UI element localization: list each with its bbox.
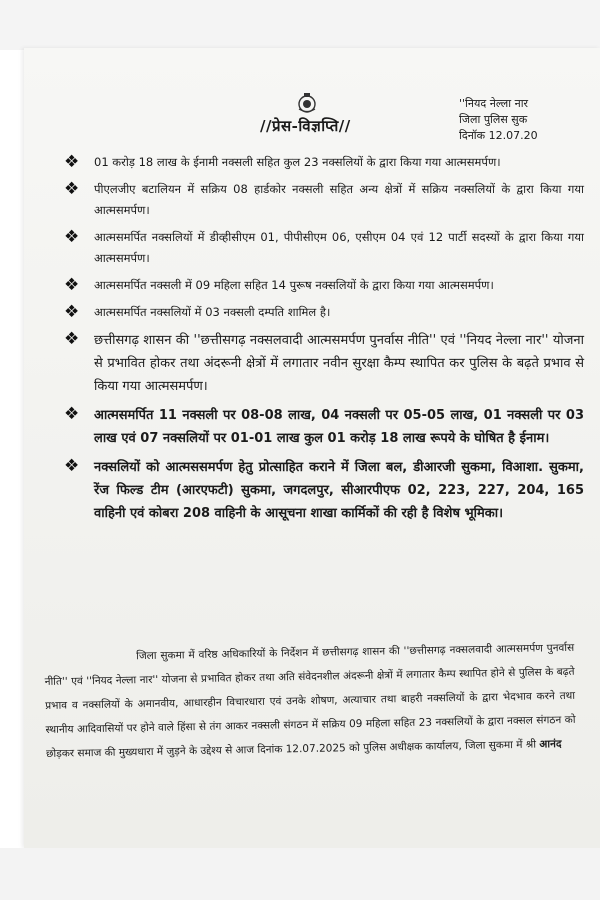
address-line-date: दिनॉक 12.07.20 <box>459 129 538 142</box>
list-item-text: आत्मसमर्पित नक्सलियों में डीव्हीसीएम 01, पीपीसीएम 06, एसीएम 04 एवं 12 पार्टी सदस्यों के द्वारा किया गया आत्मसमर्पण। <box>94 230 584 265</box>
list-item-text: आत्मसमर्पित 11 नक्सली पर 08-08 लाख, 04 नक्सली पर 05-05 लाख, 01 नक्सली पर 03 लाख एवं 07 नक्सलियों पर 01-01 लाख कुल 01 करोड़ 18 लाख रूपये के घोषित है ईनाम। <box>94 408 584 446</box>
body-paragraph-name: आनंद <box>539 738 562 751</box>
office-address <box>459 96 538 144</box>
diamond-bullet-icon: ❖ <box>64 227 80 247</box>
document-title: //प्रेस-विज्ञप्ति// <box>260 117 351 135</box>
address-line-scheme: ''नियद नेल्ला नार <box>459 97 529 110</box>
background-top <box>0 0 600 50</box>
list-item <box>64 456 584 525</box>
body-paragraph <box>44 636 576 766</box>
list-item <box>64 227 584 269</box>
background-bottom <box>0 848 600 900</box>
list-item <box>64 404 584 450</box>
list-item-text: आत्मसमर्पित नक्सली में 09 महिला सहित 14 पुरूष नक्सलियों के द्वारा किया गया आत्मसमर्पण। <box>94 278 494 292</box>
list-item <box>64 152 584 173</box>
list-item-text: 01 करोड़ 18 लाख के ईनामी नक्सली सहित कुल 23 नक्सलियों के द्वारा किया गया आत्मसमर्पण। <box>94 155 501 169</box>
list-item <box>64 329 584 398</box>
address-line-office: जिला पुलिस सुक <box>459 113 528 126</box>
list-item <box>64 302 584 323</box>
key-points-list <box>64 152 584 531</box>
press-release-sheet <box>24 48 600 848</box>
diamond-bullet-icon: ❖ <box>64 179 80 199</box>
list-item <box>64 179 584 221</box>
diamond-bullet-icon: ❖ <box>64 152 80 172</box>
diamond-bullet-icon: ❖ <box>64 302 80 322</box>
diamond-bullet-icon: ❖ <box>64 404 80 424</box>
diamond-bullet-icon: ❖ <box>64 456 80 476</box>
diamond-bullet-icon: ❖ <box>64 275 80 295</box>
list-item-text: छत्तीसगढ़ शासन की ''छत्तीसगढ़ नक्सलवादी आत्मसमर्पण पुनर्वास नीति'' एवं ''नियद नेल्ला नार'' योजना से प्रभावित होकर तथा अंदरूनी क्षेत्रों में लगातार नवीन सुरक्षा कैम्प स्थापित कर पुलिस के बढ़ते प्रभाव से किया गया आत्मसमर्पण। <box>94 333 584 394</box>
list-item-text: नक्सलियों को आत्मससमर्पण हेतु प्रोत्साहित कराने में जिला बल, डीआरजी सुकमा, विआशा. सुकमा, रेंज फिल्ड टीम (आरएफटी) सुकमा, जगदलपुर, सीआरपीएफ 02, 223, 227, 204, 165 वाहिनी एवं कोबरा 208 वाहिनी के आसूचना शाखा कार्मिकों की रही है विशेष भूमिका। <box>94 460 584 521</box>
police-emblem-icon <box>296 92 318 114</box>
list-item <box>64 275 584 296</box>
list-item-text: आत्मसमर्पित नक्सलियों में 03 नक्सली दम्पति शामिल है। <box>94 305 331 319</box>
diamond-bullet-icon: ❖ <box>64 329 80 349</box>
list-item-text: पीएलजीए बटालियन में सक्रिय 08 हार्डकोर नक्सली सहित अन्य क्षेत्रों में सक्रिय नक्सलियों के द्वारा किया गया आत्मसमर्पण। <box>94 182 584 217</box>
body-paragraph-text: जिला सुकमा में वरिष्ठ अधिकारियों के निर्देशन में छत्तीसगढ़ शासन की ''छत्तीसगढ़ नक्सलवादी आत्मसमर्पण पुनर्वास नीति'' एवं ''नियद नेल्ला नार'' योजना से प्रभावित होकर तथा अति संवेदनशील अंदरूनी क्षेत्रों में लगातार कैम्प स्थापित होने से पुलिस के बढ़ते प्रभाव व नक्सलियों के अमानवीय, आधारहीन विचारधारा एवं उनके शोषण, अत्याचार तथा बाहरी नक्सलियों के द्वारा भेदभाव करने तथा स्थानीय आदिवासियों पर होने वाले हिंसा से तंग आकर नक्सली संगठन में सक्रिय 09 महिला सहित 23 नक्सलियों के द्वारा नक्सल संगठन को छोड़कर समाज की मुख्यधारा में जुड़ने के उद्देश्य से आज दिनांक 12.07.2025 को पुलिस अधीक्षक कार्यालय, जिला सुकमा में श्री <box>44 641 576 760</box>
